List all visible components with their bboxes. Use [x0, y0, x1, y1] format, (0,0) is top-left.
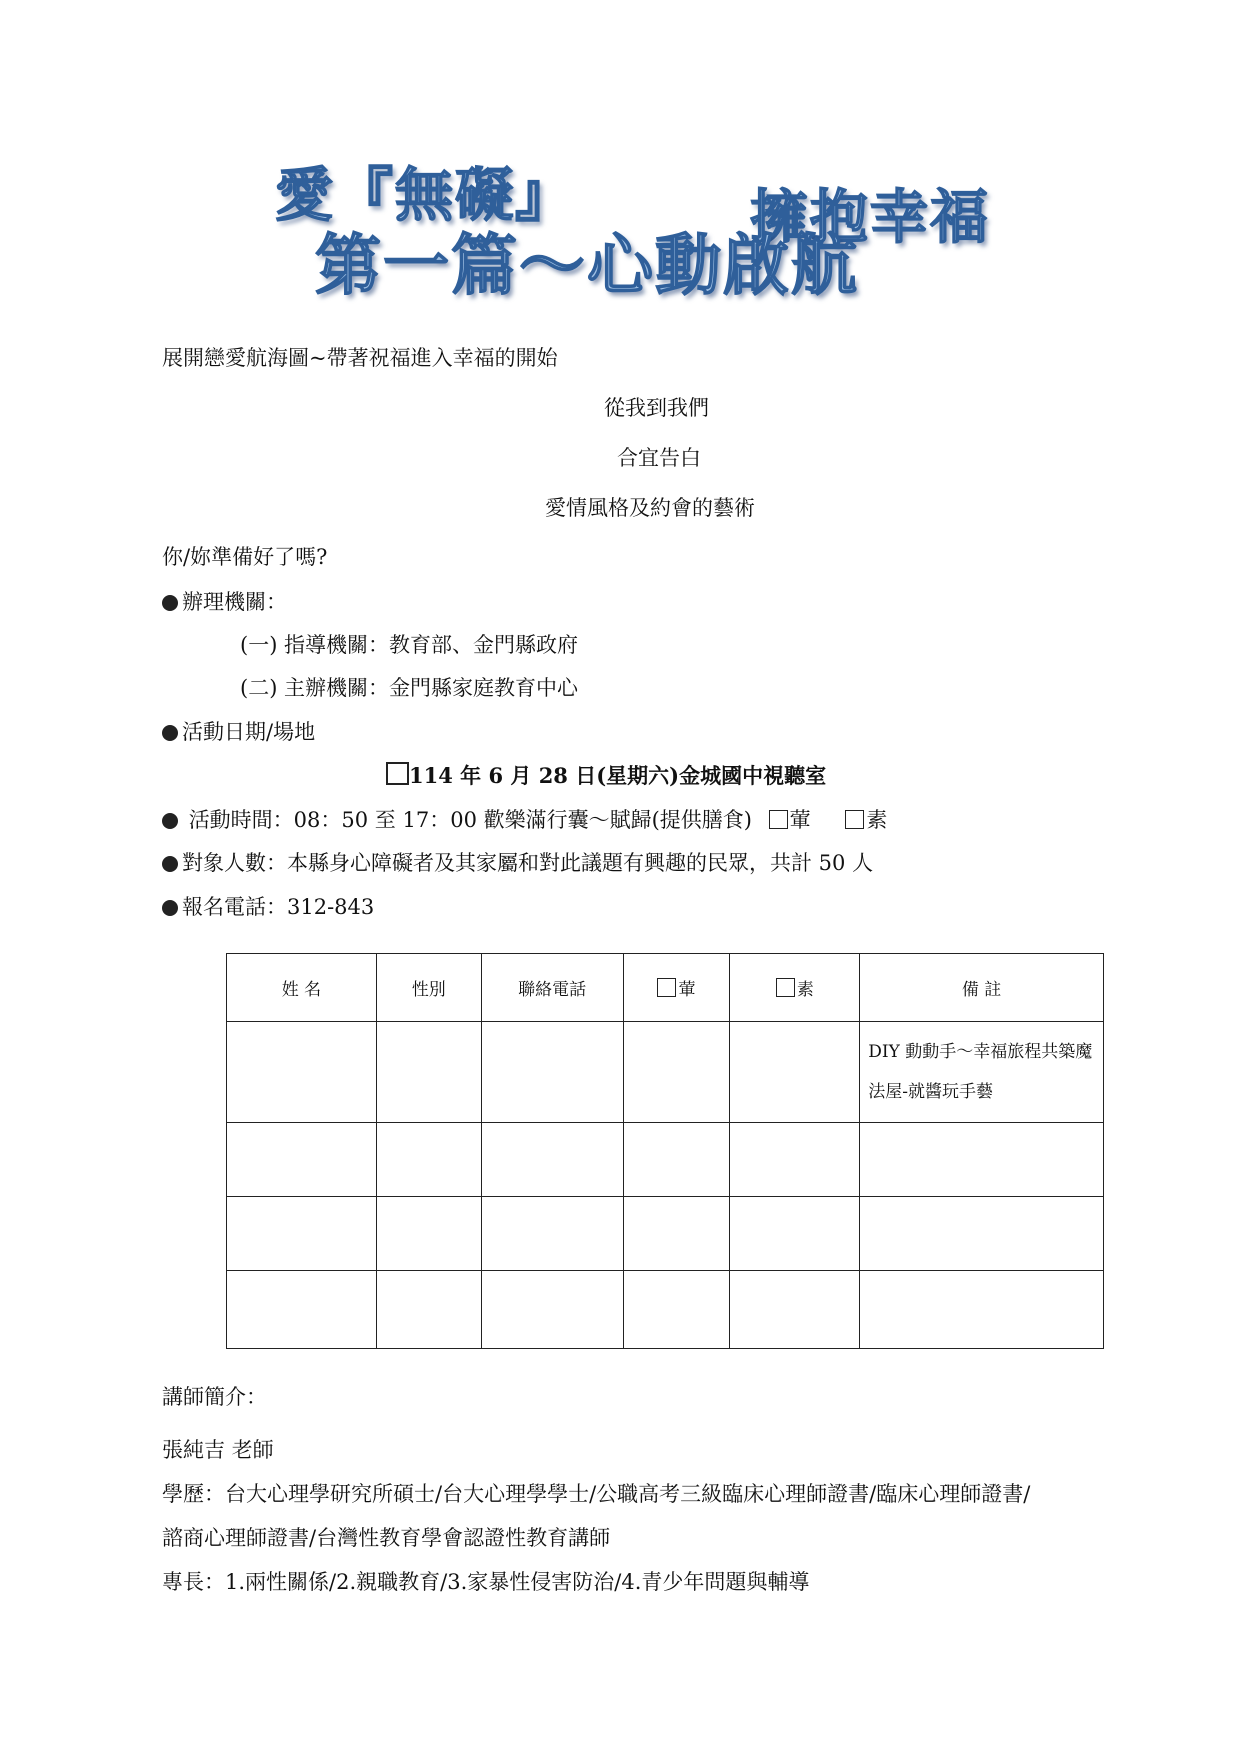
host-organization: (二) 主辦機關：金門縣家庭教育中心	[240, 676, 579, 700]
cell-veg[interactable]	[730, 1022, 860, 1123]
cell-gender[interactable]	[376, 1123, 481, 1197]
table-row	[227, 1197, 1104, 1271]
cell-name[interactable]	[227, 1022, 377, 1123]
cell-name[interactable]	[227, 1197, 377, 1271]
date-venue: 114 年 6 月 28 日(星期六)金城國中視聽室	[386, 760, 826, 790]
cell-gender[interactable]	[376, 1022, 481, 1123]
cell-meat[interactable]	[623, 1271, 730, 1349]
date-checkbox[interactable]	[386, 762, 409, 785]
lecturer-education-cont: 諮商心理師證書/台灣性教育學會認證性教育講師	[162, 1526, 611, 1550]
cell-veg[interactable]	[730, 1123, 860, 1197]
cell-meat[interactable]	[623, 1022, 730, 1123]
header-remarks: 備 註	[860, 954, 1104, 1022]
lecturer-name: 張純吉 老師	[162, 1438, 274, 1462]
cell-meat[interactable]	[623, 1197, 730, 1271]
header-phone: 聯絡電話	[481, 954, 623, 1022]
registration-table	[226, 953, 1104, 1349]
guide-organization: (一) 指導機關：教育部、金門縣政府	[240, 633, 579, 657]
cell-remarks-note: DIY 動動手～幸福旅程共築魔法屋-就醬玩手藝	[860, 1022, 1104, 1123]
header-meat: 葷	[623, 954, 730, 1022]
topic-1: 從我到我們	[604, 396, 709, 420]
cell-name[interactable]	[227, 1271, 377, 1349]
header-name: 姓 名	[227, 954, 377, 1022]
title-part-2: 擁抱幸福	[750, 183, 991, 251]
cell-veg[interactable]	[730, 1271, 860, 1349]
header-gender: 性別	[376, 954, 481, 1022]
table-header-row	[227, 954, 1104, 1022]
topic-3: 愛情風格及約會的藝術	[545, 496, 755, 520]
cell-phone[interactable]	[481, 1271, 623, 1349]
tagline: 展開戀愛航海圖~帶著祝福進入幸福的開始	[162, 346, 558, 370]
meat-header-checkbox[interactable]	[657, 978, 676, 997]
cell-gender[interactable]	[376, 1271, 481, 1349]
organizers-heading: 辦理機關：	[162, 586, 287, 616]
cell-phone[interactable]	[481, 1197, 623, 1271]
title-part-3: 第一篇～心動啟航	[315, 227, 859, 304]
cell-remarks[interactable]	[860, 1197, 1104, 1271]
phone: 報名電話：312-843	[162, 891, 374, 921]
table-row	[227, 1123, 1104, 1197]
table-row	[227, 1271, 1104, 1349]
ready-question: 你/妳準備好了嗎?	[162, 545, 328, 569]
cell-remarks[interactable]	[860, 1123, 1104, 1197]
audience: 對象人數：本縣身心障礙者及其家屬和對此議題有興趣的民眾，共計 50 人	[162, 847, 873, 877]
topic-2: 合宜告白	[617, 446, 701, 470]
cell-phone[interactable]	[481, 1123, 623, 1197]
event-time: 活動時間：08：50 至 17：00 歡樂滿行囊～賦歸(提供膳食) 葷 素	[162, 804, 887, 834]
cell-phone[interactable]	[481, 1022, 623, 1123]
cell-veg[interactable]	[730, 1197, 860, 1271]
lecturer-expertise: 專長：1.兩性關係/2.親職教育/3.家暴性侵害防治/4.青少年問題與輔導	[162, 1570, 810, 1594]
header-veg: 素	[730, 954, 860, 1022]
lecturer-heading: 講師簡介：	[162, 1385, 267, 1409]
cell-meat[interactable]	[623, 1123, 730, 1197]
table-row	[227, 1022, 1104, 1123]
date-heading: 活動日期/場地	[162, 716, 315, 746]
cell-remarks[interactable]	[860, 1271, 1104, 1349]
meat-checkbox[interactable]	[769, 810, 788, 829]
veg-header-checkbox[interactable]	[776, 978, 795, 997]
veg-checkbox[interactable]	[845, 810, 864, 829]
lecturer-education: 學歷：台大心理學研究所碩士/台大心理學學士/公職高考三級臨床心理師證書/臨床心理師證書/	[162, 1482, 1031, 1506]
title-part-1: 愛『無礙』	[275, 161, 576, 229]
cell-gender[interactable]	[376, 1197, 481, 1271]
cell-name[interactable]	[227, 1123, 377, 1197]
